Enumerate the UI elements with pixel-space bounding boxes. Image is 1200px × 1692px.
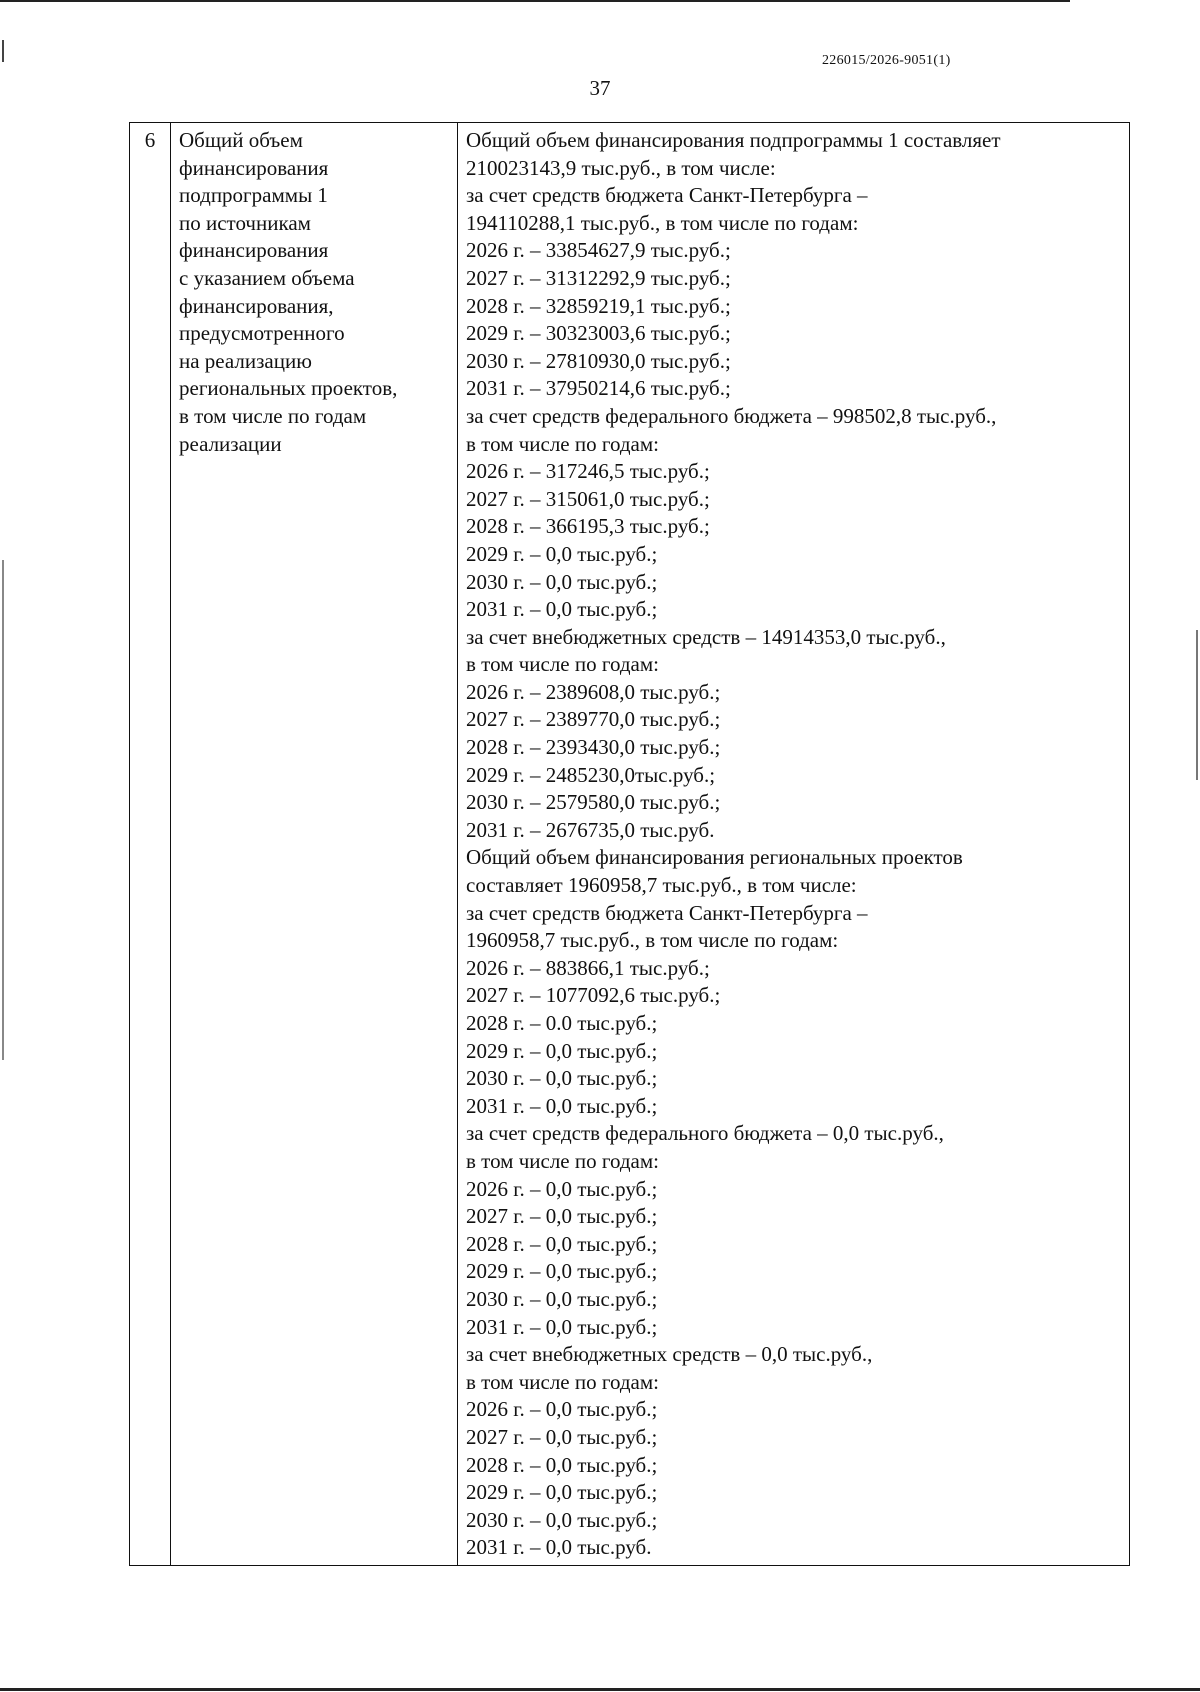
content-line: за счет средств бюджета Санкт-Петербурга –: [466, 183, 868, 208]
content-line: 2031 г. – 37950214,6 тыс.руб.;: [466, 376, 731, 401]
content-line: в том числе по годам:: [466, 1148, 659, 1173]
content-line: 2028 г. – 2393430,0 тыс.руб.;: [466, 735, 721, 760]
content-line: 2030 г. – 2579580,0 тыс.руб.;: [466, 790, 721, 815]
label-line: по источникам: [179, 210, 311, 235]
content-line: 2028 г. – 0.0 тыс.руб.;: [466, 1011, 658, 1035]
row-content-cell: [458, 123, 1130, 1566]
content-line: 2027 г. – 315061,0 тыс.руб.;: [466, 486, 710, 511]
content-line: за счет внебюджетных средств – 0,0 тыс.руб.,: [466, 1342, 873, 1367]
content-line: 2026 г. – 317246,5 тыс.руб.;: [466, 459, 710, 484]
content-line: за счет средств федерального бюджета – 998502,8 тыс.руб.,: [466, 403, 997, 428]
document-id: 226015/2026-9051(1): [822, 53, 951, 68]
label-line: региональных проектов,: [179, 376, 398, 401]
content-line: в том числе по годам:: [466, 1369, 659, 1394]
content-line: 2031 г. – 0,0 тыс.руб.: [466, 1535, 652, 1560]
content-line: Общий объем финансирования региональных проектов: [466, 845, 963, 870]
content-line: 2031 г. – 0,0 тыс.руб.;: [466, 1093, 658, 1118]
label-line: Общий объем: [179, 128, 303, 152]
row-label: [179, 127, 449, 458]
content-line: 2031 г. – 0,0 тыс.руб.;: [466, 1314, 658, 1339]
content-line: 2030 г. – 0,0 тыс.руб.;: [466, 1066, 658, 1091]
content-line: 2029 г. – 0,0 тыс.руб.;: [466, 1480, 658, 1505]
label-line: на реализацию: [179, 348, 312, 373]
content-line: 2027 г. – 2389770,0 тыс.руб.;: [466, 707, 721, 732]
row-number: 6: [130, 123, 171, 1566]
content-line: 2027 г. – 0,0 тыс.руб.;: [466, 1204, 658, 1229]
content-line: 2027 г. – 31312292,9 тыс.руб.;: [466, 265, 731, 290]
content-line: 1960958,7 тыс.руб., в том числе по годам:: [466, 928, 839, 953]
content-line: 2029 г. – 0,0 тыс.руб.;: [466, 541, 658, 566]
content-line: 2030 г. – 0,0 тыс.руб.;: [466, 1286, 658, 1311]
label-line: подпрограммы 1: [179, 183, 328, 208]
scan-edge-mark: [1196, 630, 1198, 780]
label-line: финансирования: [179, 238, 329, 263]
content-line: Общий объем финансирования подпрограммы 1 составляет: [466, 128, 1001, 152]
label-line: финансирования,: [179, 293, 334, 318]
content-line: 210023143,9 тыс.руб., в том числе:: [466, 155, 776, 180]
content-line: 2030 г. – 27810930,0 тыс.руб.;: [466, 348, 731, 373]
content-line: 2026 г. – 2389608,0 тыс.руб.;: [466, 679, 721, 704]
label-line: в том числе по годам: [179, 403, 367, 428]
content-line: 2026 г. – 883866,1 тыс.руб.;: [466, 955, 710, 980]
content-line: за счет средств федерального бюджета – 0,0 тыс.руб.,: [466, 1121, 944, 1146]
content-line: 2028 г. – 366195,3 тыс.руб.;: [466, 514, 710, 539]
content-line: 2029 г. – 0,0 тыс.руб.;: [466, 1038, 658, 1063]
content-line: в том числе по годам:: [466, 431, 659, 456]
content-line: 194110288,1 тыс.руб., в том числе по годам:: [466, 210, 859, 235]
content-line: 2030 г. – 0,0 тыс.руб.;: [466, 569, 658, 594]
content-line: 2026 г. – 33854627,9 тыс.руб.;: [466, 238, 731, 263]
content-line: 2031 г. – 0,0 тыс.руб.;: [466, 597, 658, 622]
scan-top-border: [0, 0, 1070, 2]
label-line: реализации: [179, 431, 282, 456]
content-line: за счет внебюджетных средств – 14914353,0 тыс.руб.,: [466, 624, 946, 649]
content-line: 2026 г. – 0,0 тыс.руб.;: [466, 1176, 658, 1201]
label-line: с указанием объема: [179, 265, 355, 290]
row-content: [466, 127, 1121, 1562]
content-line: 2028 г. – 0,0 тыс.руб.;: [466, 1231, 658, 1256]
content-line: 2030 г. – 0,0 тыс.руб.;: [466, 1507, 658, 1532]
content-line: 2029 г. – 30323003,6 тыс.руб.;: [466, 321, 731, 346]
row-label-cell: [171, 123, 458, 1566]
scan-edge-mark: [2, 560, 4, 1060]
content-line: 2029 г. – 0,0 тыс.руб.;: [466, 1259, 658, 1284]
content-line: 2028 г. – 0,0 тыс.руб.;: [466, 1452, 658, 1477]
table-row: [130, 123, 1130, 1566]
content-line: за счет средств бюджета Санкт-Петербурга –: [466, 900, 868, 925]
content-line: 2031 г. – 2676735,0 тыс.руб.: [466, 817, 715, 842]
content-line: 2026 г. – 0,0 тыс.руб.;: [466, 1397, 658, 1422]
content-line: в том числе по годам:: [466, 652, 659, 677]
financing-table: [129, 122, 1130, 1566]
scan-edge-mark: [2, 40, 4, 62]
page-number: 37: [589, 76, 611, 100]
content-line: составляет 1960958,7 тыс.руб., в том числе:: [466, 873, 857, 898]
label-line: предусмотренного: [179, 321, 345, 346]
content-line: 2027 г. – 0,0 тыс.руб.;: [466, 1424, 658, 1449]
scan-bottom-border: [0, 1688, 1200, 1691]
label-line: финансирования: [179, 155, 329, 180]
content-line: 2029 г. – 2485230,0тыс.руб.;: [466, 762, 716, 787]
content-line: 2027 г. – 1077092,6 тыс.руб.;: [466, 983, 721, 1008]
content-line: 2028 г. – 32859219,1 тыс.руб.;: [466, 293, 731, 318]
